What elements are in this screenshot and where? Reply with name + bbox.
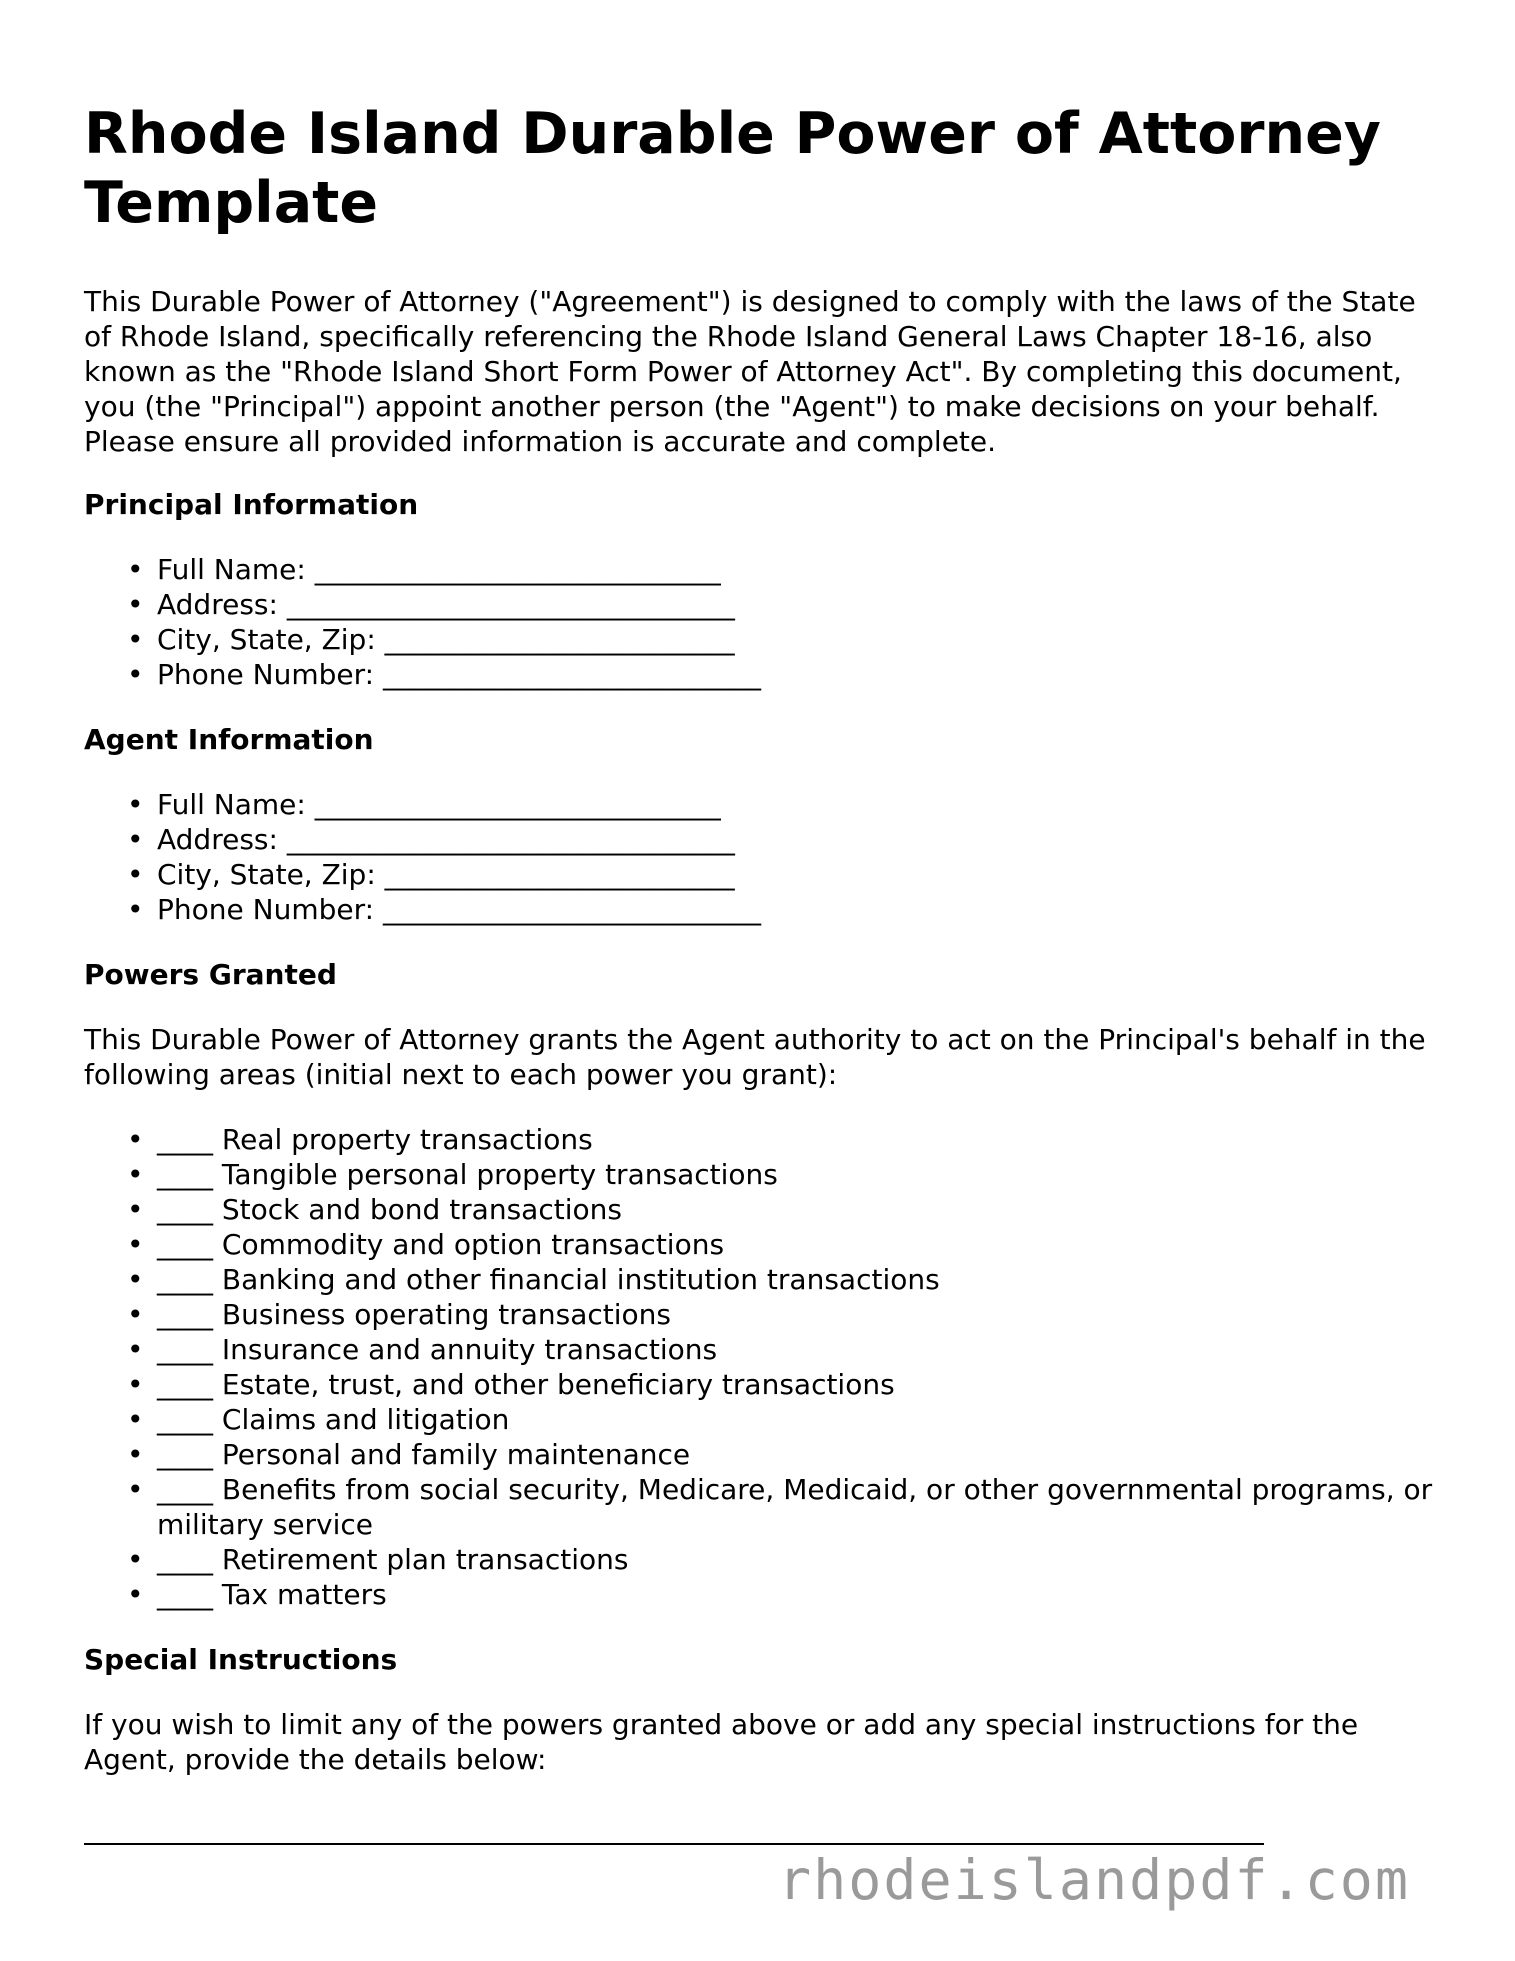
bullet: • bbox=[127, 1333, 144, 1366]
bullet: • bbox=[127, 1298, 144, 1331]
special-instructions-heading: Special Instructions bbox=[84, 1643, 398, 1676]
principal-heading: Principal Information bbox=[84, 488, 419, 521]
powers-list bbox=[84, 1122, 1444, 1612]
powers-heading: Powers Granted bbox=[84, 958, 337, 991]
field-label: Phone Number: ___________________________ bbox=[157, 893, 761, 926]
bullet: • bbox=[127, 858, 144, 891]
field-label: Phone Number: ___________________________ bbox=[157, 658, 761, 691]
agent-city-state-zip-field[interactable] bbox=[127, 857, 1444, 892]
power-label: ____ Commodity and option transactions bbox=[157, 1228, 725, 1261]
bullet: • bbox=[127, 1263, 144, 1296]
power-label: ____ Claims and litigation bbox=[157, 1403, 510, 1436]
power-label: ____ Personal and family maintenance bbox=[157, 1438, 691, 1471]
bullet: • bbox=[127, 788, 144, 821]
bullet: • bbox=[127, 1123, 144, 1156]
agent-address-field[interactable] bbox=[127, 822, 1444, 857]
power-label: ____ Real property transactions bbox=[157, 1123, 593, 1156]
bullet: • bbox=[127, 623, 144, 656]
power-item[interactable] bbox=[127, 1402, 1444, 1437]
power-label: ____ Benefits from social security, Medicare, Medicaid, or other governmental programs, or military service bbox=[157, 1473, 1433, 1541]
intro-paragraph: This Durable Power of Attorney ("Agreement") is designed to comply with the laws of the State of Rhode Island, specifically referencing the Rhode Island General Laws Chapter 18-16, also known as the "Rhode Island Short Form Power of Attorney Act". By completing this document, you (the "Principal") appoint another person (the "Agent") to make decisions on your behalf. Please ensure all provided information is accurate and complete. bbox=[84, 285, 1416, 458]
field-label: Full Name: _____________________________ bbox=[157, 553, 721, 586]
principal-city-state-zip-field[interactable] bbox=[127, 622, 1444, 657]
power-item[interactable] bbox=[127, 1157, 1444, 1192]
bullet: • bbox=[127, 553, 144, 586]
bullet: • bbox=[127, 1193, 144, 1226]
power-item[interactable] bbox=[127, 1297, 1444, 1332]
power-label: ____ Stock and bond transactions bbox=[157, 1193, 622, 1226]
power-item[interactable] bbox=[127, 1262, 1444, 1297]
bullet: • bbox=[127, 1368, 144, 1401]
agent-heading: Agent Information bbox=[84, 723, 374, 756]
document-title: Rhode Island Durable Power of Attorney Template bbox=[84, 101, 1381, 236]
power-label: ____ Business operating transactions bbox=[157, 1298, 672, 1331]
field-label: Full Name: _____________________________ bbox=[157, 788, 721, 821]
bullet: • bbox=[127, 1578, 144, 1611]
principal-field-list bbox=[84, 552, 1444, 692]
power-item[interactable] bbox=[127, 1367, 1444, 1402]
power-label: ____ Tax matters bbox=[157, 1578, 387, 1611]
power-item[interactable] bbox=[127, 1192, 1444, 1227]
power-item[interactable] bbox=[127, 1332, 1444, 1367]
bullet: • bbox=[127, 1403, 144, 1436]
principal-full-name-field[interactable] bbox=[127, 552, 1444, 587]
principal-address-field[interactable] bbox=[127, 587, 1444, 622]
power-label: ____ Banking and other financial institution transactions bbox=[157, 1263, 940, 1296]
bullet: • bbox=[127, 1543, 144, 1576]
bullet: • bbox=[127, 1473, 144, 1506]
power-item[interactable] bbox=[127, 1542, 1444, 1577]
powers-description: This Durable Power of Attorney grants the Agent authority to act on the Principal's behalf in the following areas (initial next to each power you grant): bbox=[84, 1023, 1426, 1091]
field-label: City, State, Zip: _________________________ bbox=[157, 623, 735, 656]
special-instructions-input-line[interactable] bbox=[84, 1843, 1264, 1845]
power-item[interactable] bbox=[127, 1472, 1444, 1542]
agent-field-list bbox=[84, 787, 1444, 927]
document-page bbox=[84, 100, 1444, 1807]
power-item[interactable] bbox=[127, 1437, 1444, 1472]
special-instructions-description: If you wish to limit any of the powers granted above or add any special instructions for the Agent, provide the details below: bbox=[84, 1708, 1359, 1776]
bullet: • bbox=[127, 1438, 144, 1471]
agent-full-name-field[interactable] bbox=[127, 787, 1444, 822]
power-label: ____ Estate, trust, and other beneficiary transactions bbox=[157, 1368, 895, 1401]
watermark: rhodeislandpdf.com bbox=[778, 1848, 1411, 1912]
field-label: Address: ________________________________ bbox=[157, 588, 735, 621]
power-label: ____ Insurance and annuity transactions bbox=[157, 1333, 718, 1366]
field-label: Address: ________________________________ bbox=[157, 823, 735, 856]
bullet: • bbox=[127, 823, 144, 856]
power-item[interactable] bbox=[127, 1227, 1444, 1262]
bullet: • bbox=[127, 1228, 144, 1261]
principal-phone-field[interactable] bbox=[127, 657, 1444, 692]
bullet: • bbox=[127, 658, 144, 691]
bullet: • bbox=[127, 588, 144, 621]
power-item[interactable] bbox=[127, 1577, 1444, 1612]
bullet: • bbox=[127, 1158, 144, 1191]
power-label: ____ Retirement plan transactions bbox=[157, 1543, 629, 1576]
bullet: • bbox=[127, 893, 144, 926]
power-label: ____ Tangible personal property transactions bbox=[157, 1158, 778, 1191]
agent-phone-field[interactable] bbox=[127, 892, 1444, 927]
field-label: City, State, Zip: _________________________ bbox=[157, 858, 735, 891]
power-item[interactable] bbox=[127, 1122, 1444, 1157]
